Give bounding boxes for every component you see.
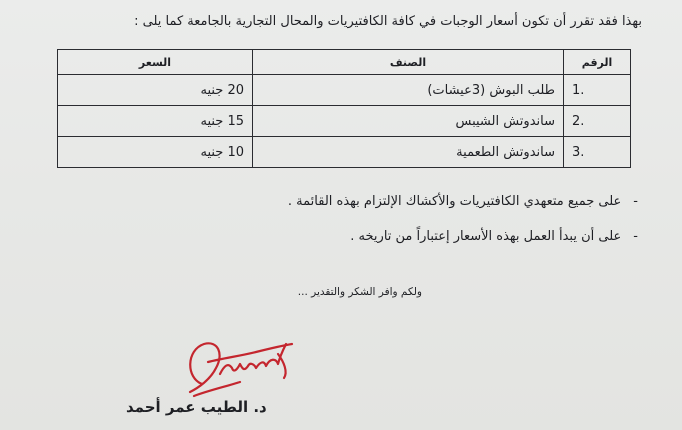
table-row: [58, 106, 631, 137]
note-text: على جميع متعهدي الكافتيريات والأكشاك الإلتزام بهذه القائمة .: [287, 194, 622, 209]
note-text: على أن يبدأ العمل بهذه الأسعار إعتباراً من تاريخه .: [350, 229, 622, 244]
row-item: ساندوتش الشيبس: [253, 106, 564, 137]
row-price: 20 جنيه: [58, 75, 253, 106]
note-dash: -: [633, 229, 638, 244]
closing-text: ولكم وافر الشكر والتقدير ...: [297, 286, 422, 298]
row-number: 2.: [564, 106, 631, 137]
note-item: [350, 229, 638, 244]
header-price: السعر: [58, 50, 253, 75]
note-item: [288, 194, 638, 209]
table-row: [58, 137, 631, 168]
handwritten-signature: [180, 332, 310, 402]
note-dash: -: [633, 194, 638, 209]
signer-name: د. الطيب عمر أحمد: [126, 398, 267, 416]
table-row: [58, 75, 631, 106]
header-item: الصنف: [253, 50, 564, 75]
row-price: 10 جنيه: [58, 137, 253, 168]
header-number: الرقم: [564, 50, 631, 75]
table-header-row: [58, 50, 631, 75]
signature-stroke: [220, 344, 286, 374]
price-table: [57, 49, 631, 168]
row-item: طلب البوش (3عيشات): [253, 75, 564, 106]
intro-text: بهذا فقد تقرر أن تكون أسعار الوجبات في كافة الكافتيريات والمحال التجارية بالجامعة كما يلى :: [134, 14, 642, 29]
row-number: 3.: [564, 137, 631, 168]
row-price: 15 جنيه: [58, 106, 253, 137]
row-number: 1.: [564, 75, 631, 106]
signature-stroke: [190, 343, 220, 392]
row-item: ساندوتش الطعمية: [253, 137, 564, 168]
